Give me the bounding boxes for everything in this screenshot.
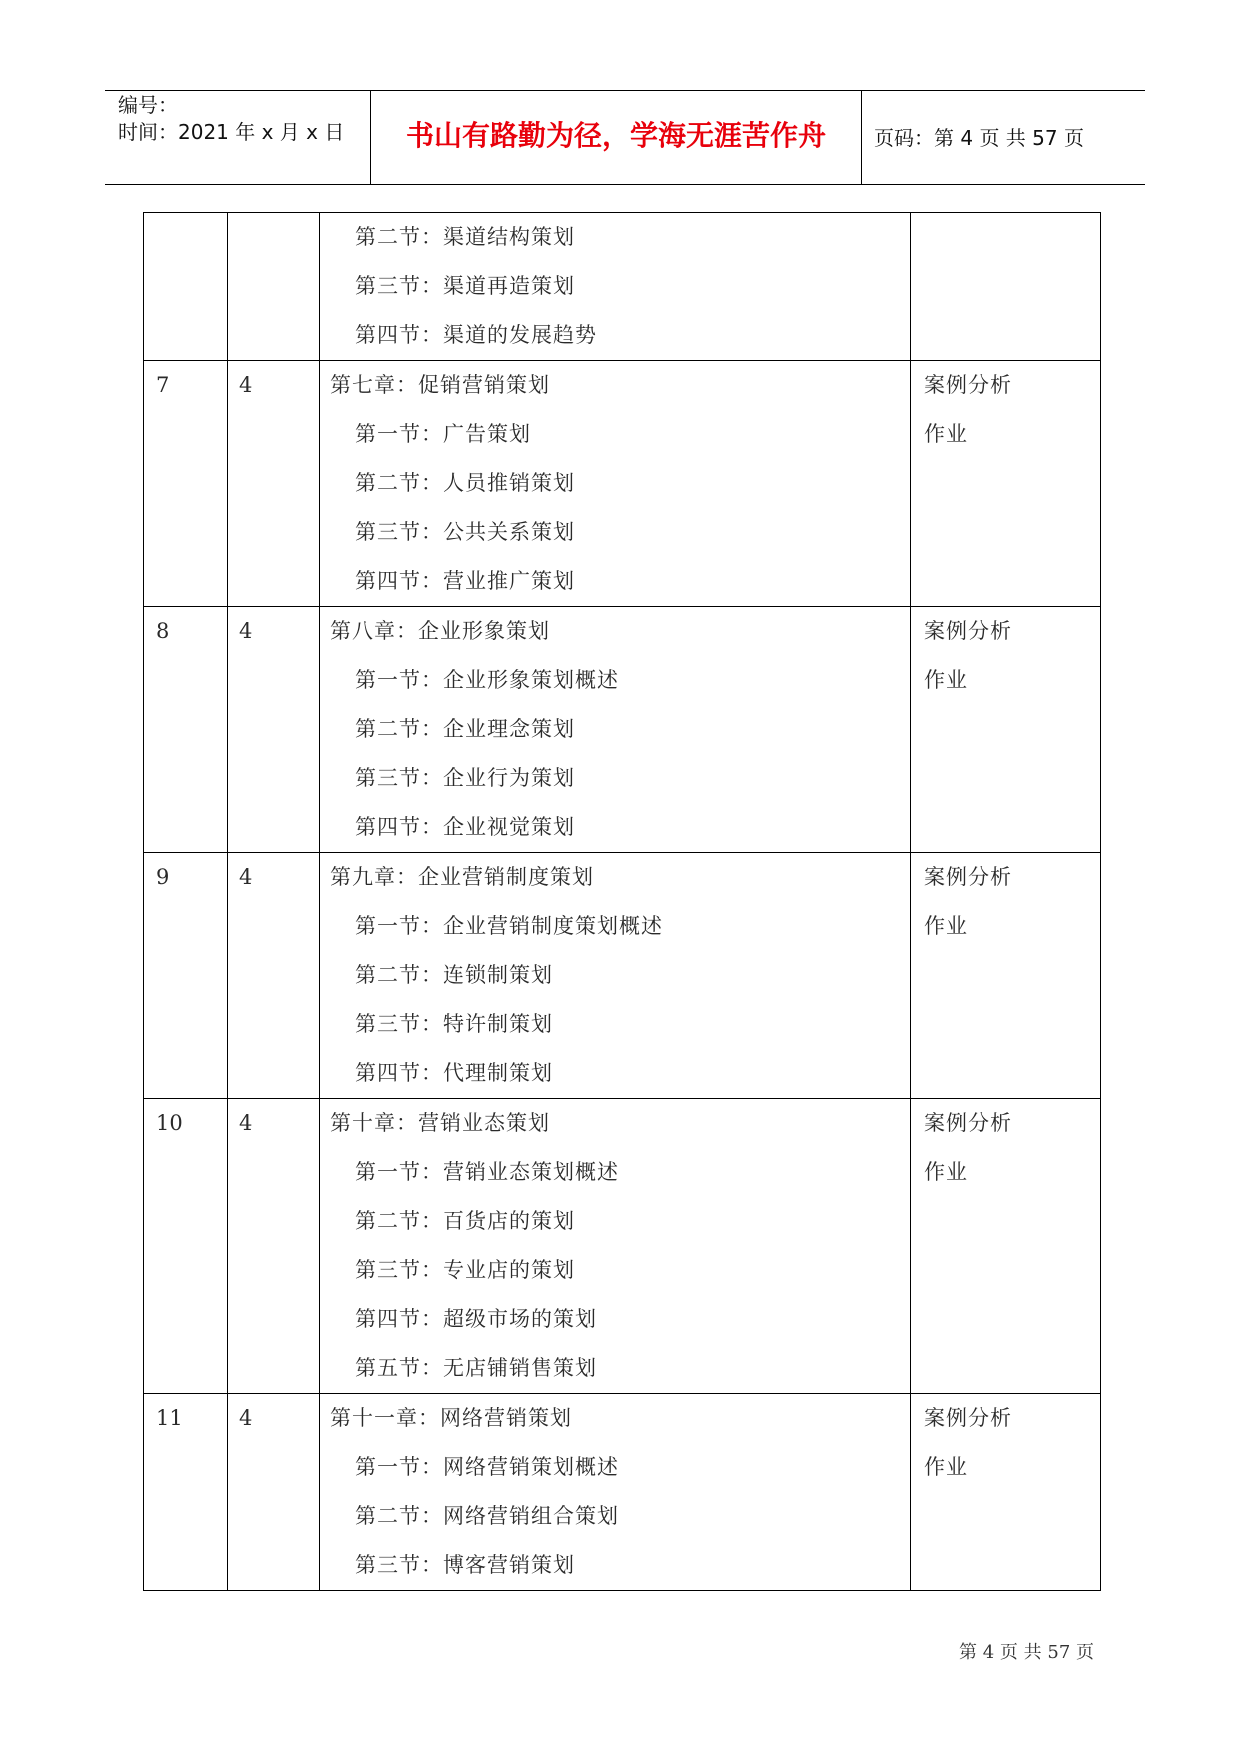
hours-cell: 4: [228, 1099, 320, 1394]
method-line: 案例分析: [924, 373, 1012, 397]
chapter-title: 第十章：营销业态策划: [330, 1111, 550, 1135]
section-line: 第二节：渠道结构策划: [355, 225, 575, 249]
section-line: 第二节：人员推销策划: [355, 471, 575, 495]
method-cell: [911, 607, 1101, 853]
chapter-title: 第八章：企业形象策划: [330, 619, 550, 643]
hours-cell: 4: [228, 361, 320, 607]
method-line: 案例分析: [924, 865, 1012, 889]
syllabus-table: [143, 212, 1101, 1591]
hours-cell: 4: [228, 853, 320, 1099]
content-cell: [320, 361, 911, 607]
content-cell: [320, 607, 911, 853]
section-line: 第三节：企业行为策划: [355, 766, 575, 790]
chapter-number-cell: 10: [144, 1099, 228, 1394]
header-bottom-rule: [105, 184, 1145, 185]
section-line: 第四节：营业推广策划: [355, 569, 575, 593]
table-row: [144, 853, 1101, 1099]
chapter-title: 第七章：促销营销策划: [330, 373, 550, 397]
header-divider-right: [861, 90, 862, 185]
method-line: 作业: [924, 1455, 968, 1479]
table-row: [144, 607, 1101, 853]
section-line: 第二节：网络营销组合策划: [355, 1504, 619, 1528]
section-line: 第一节：营销业态策划概述: [355, 1160, 619, 1184]
section-line: 第三节：博客营销策划: [355, 1553, 575, 1577]
footer-page-number: 第 4 页 共 57 页: [959, 1642, 1094, 1663]
method-cell: [911, 1394, 1101, 1591]
section-line: 第一节：网络营销策划概述: [355, 1455, 619, 1479]
section-line: 第三节：特许制策划: [355, 1012, 553, 1036]
section-line: 第一节：广告策划: [355, 422, 531, 446]
section-line: 第一节：企业营销制度策划概述: [355, 914, 663, 938]
header-motto: 书山有路勤为径，学海无涯苦作舟: [405, 119, 826, 152]
method-cell: [911, 853, 1101, 1099]
table-row: [144, 361, 1101, 607]
header-time-label: 时间：2021 年 x 月 x 日: [118, 120, 345, 144]
header-serial-label: 编号：: [118, 93, 178, 117]
section-line: 第二节：连锁制策划: [355, 963, 553, 987]
section-line: 第三节：专业店的策划: [355, 1258, 575, 1282]
section-line: 第四节：代理制策划: [355, 1061, 553, 1085]
method-cell: [911, 213, 1101, 361]
method-cell: [911, 1099, 1101, 1394]
method-line: 案例分析: [924, 619, 1012, 643]
content-cell: [320, 1099, 911, 1394]
method-line: 作业: [924, 914, 968, 938]
method-line: 案例分析: [924, 1406, 1012, 1430]
chapter-title: 第十一章：网络营销策划: [330, 1406, 572, 1430]
section-line: 第一节：企业形象策划概述: [355, 668, 619, 692]
section-line: 第二节：企业理念策划: [355, 717, 575, 741]
section-line: 第三节：渠道再造策划: [355, 274, 575, 298]
chapter-number-cell: 11: [144, 1394, 228, 1591]
hours-cell: 4: [228, 607, 320, 853]
table-row: [144, 213, 1101, 361]
method-line: 作业: [924, 422, 968, 446]
content-cell: [320, 213, 911, 361]
chapter-number-cell: 8: [144, 607, 228, 853]
method-line: 案例分析: [924, 1111, 1012, 1135]
section-line: 第五节：无店铺销售策划: [355, 1356, 597, 1380]
chapter-title: 第九章：企业营销制度策划: [330, 865, 594, 889]
chapter-number-cell: 9: [144, 853, 228, 1099]
hours-cell: 4: [228, 1394, 320, 1591]
chapter-number-cell: [144, 213, 228, 361]
section-line: 第四节：超级市场的策划: [355, 1307, 597, 1331]
section-line: 第四节：渠道的发展趋势: [355, 323, 597, 347]
content-cell: [320, 853, 911, 1099]
content-cell: [320, 1394, 911, 1591]
table-row: [144, 1099, 1101, 1394]
method-line: 作业: [924, 668, 968, 692]
table-row: [144, 1394, 1101, 1591]
method-line: 作业: [924, 1160, 968, 1184]
method-cell: [911, 361, 1101, 607]
header-page-info: 页码：第 4 页 共 57 页: [874, 126, 1084, 150]
section-line: 第二节：百货店的策划: [355, 1209, 575, 1233]
hours-cell: [228, 213, 320, 361]
section-line: 第三节：公共关系策划: [355, 520, 575, 544]
section-line: 第四节：企业视觉策划: [355, 815, 575, 839]
chapter-number-cell: 7: [144, 361, 228, 607]
header-top-rule: [105, 90, 1145, 91]
